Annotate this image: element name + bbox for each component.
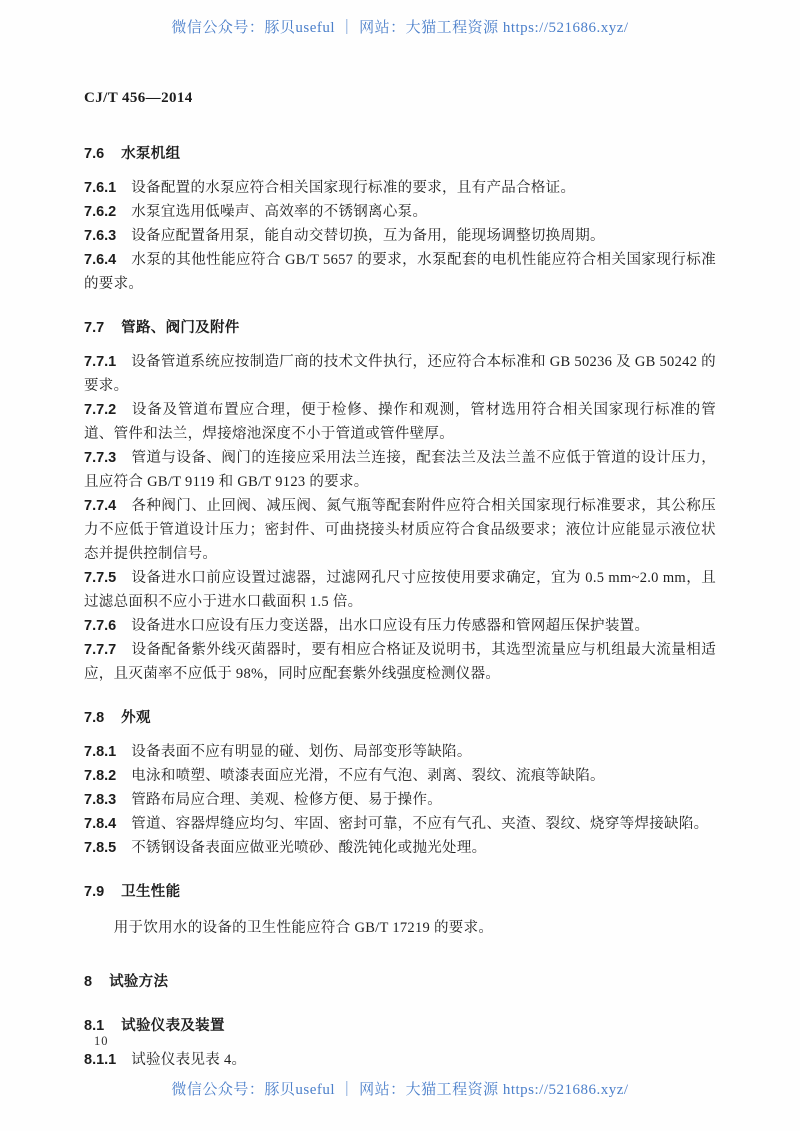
clause-number: 7.8.2 [84, 768, 117, 784]
clause-text: 卫生性能 [121, 884, 181, 900]
watermark-bottom: 微信公众号：豚贝useful ｜ 网站：大猫工程资源 https://521686.xyz/ [171, 1082, 629, 1098]
clause-7.8.2 [84, 764, 716, 788]
paragraph [84, 916, 716, 940]
clause-7.7.5 [84, 566, 716, 614]
clause-7.8.4 [84, 812, 716, 836]
clause-number: 7.7.5 [84, 570, 117, 586]
clause-7.6.2 [84, 200, 716, 224]
clause-number: 7.7.6 [84, 618, 117, 634]
watermark-top: 微信公众号：豚贝useful ｜ 网站：大猫工程资源 https://521686.xyz/ [171, 20, 629, 36]
clause-text: 外观 [121, 710, 151, 726]
clause-number: 7.6 [84, 146, 105, 162]
clause-7.6.4 [84, 248, 716, 296]
clause-number: 7.7.4 [84, 498, 117, 514]
clause-text: 不锈钢设备表面应做亚光喷砂、酸洗钝化或抛光处理。 [131, 840, 487, 856]
section-heading-7.8 [84, 706, 716, 730]
clause-7.8.3 [84, 788, 716, 812]
clause-text: 水泵的其他性能应符合 GB/T 5657 的要求，水泵配套的电机性能应符合相关国家现行标准的要求。 [84, 252, 716, 292]
clause-text: 电泳和喷塑、喷漆表面应光滑，不应有气泡、剥离、裂纹、流痕等缺陷。 [131, 768, 605, 784]
clause-8.1.1 [84, 1048, 716, 1072]
clause-number: 8 [84, 974, 93, 990]
clause-number: 7.7.7 [84, 642, 117, 658]
clause-text: 设备进水口前应设置过滤器，过滤网孔尺寸应按使用要求确定，宜为 0.5 mm~2.0 mm，且过滤总面积不应小于进水口截面积 1.5 倍。 [84, 570, 716, 610]
clause-number: 7.8.3 [84, 792, 117, 808]
clause-text: 设备管道系统应按制造厂商的技术文件执行，还应符合本标准和 GB 50236 及 GB 50242 的要求。 [84, 354, 716, 394]
standard-number-header: CJ/T 456—2014 [84, 90, 193, 106]
clause-7.8.1 [84, 740, 716, 764]
document-body [84, 142, 716, 1072]
clause-text: 水泵宜选用低噪声、高效率的不锈钢离心泵。 [131, 204, 428, 220]
clause-7.7.1 [84, 350, 716, 398]
clause-text: 管路、阀门及附件 [121, 320, 240, 336]
clause-text: 管道、容器焊缝应均匀、牢固、密封可靠，不应有气孔、夹渣、裂纹、烧穿等焊接缺陷。 [131, 816, 709, 832]
clause-number: 7.7 [84, 320, 105, 336]
page-content [84, 88, 716, 1072]
section-heading-7.6 [84, 142, 716, 166]
clause-text: 试验仪表见表 4。 [131, 1052, 247, 1068]
clause-number: 8.1.1 [84, 1052, 117, 1068]
clause-number: 7.8.1 [84, 744, 117, 760]
clause-text: 设备及管道布置应合理，便于检修、操作和观测，管材选用符合相关国家现行标准的管道、管件和法兰，焊接熔池深度不小于管道或管件壁厚。 [84, 402, 716, 442]
clause-7.7.7 [84, 638, 716, 686]
clause-text: 设备配置的水泵应符合相关国家现行标准的要求，且有产品合格证。 [131, 180, 576, 196]
clause-number: 7.6.4 [84, 252, 117, 268]
clause-7.7.4 [84, 494, 716, 566]
clause-text: 管路布局应合理、美观、检修方便、易于操作。 [131, 792, 443, 808]
clause-text: 管道与设备、阀门的连接应采用法兰连接，配套法兰及法兰盖不应低于管道的设计压力，且应符合 GB/T 9119 和 GB/T 9123 的要求。 [84, 450, 716, 490]
clause-text: 设备配备紫外线灭菌器时，要有相应合格证及说明书，其选型流量应与机组最大流量相适应，且灭菌率不应低于 98%，同时应配套紫外线强度检测仪器。 [84, 642, 716, 682]
clause-number: 7.7.3 [84, 450, 117, 466]
clause-7.8.5 [84, 836, 716, 860]
clause-7.6.1 [84, 176, 716, 200]
clause-number: 8.1 [84, 1018, 105, 1034]
clause-7.7.2 [84, 398, 716, 446]
clause-7.7.6 [84, 614, 716, 638]
clause-7.6.3 [84, 224, 716, 248]
clause-number: 7.6.1 [84, 180, 117, 196]
clause-number: 7.7.2 [84, 402, 117, 418]
clause-number: 7.6.3 [84, 228, 117, 244]
clause-text: 用于饮用水的设备的卫生性能应符合 GB/T 17219 的要求。 [113, 920, 494, 936]
page-number: 10 [94, 1034, 109, 1048]
clause-text: 设备进水口应设有压力变送器，出水口应设有压力传感器和管网超压保护装置。 [131, 618, 650, 634]
clause-number: 7.8.5 [84, 840, 117, 856]
section-heading-7.9 [84, 880, 716, 904]
section-heading-8 [84, 970, 716, 994]
clause-text: 试验方法 [109, 974, 169, 990]
clause-text: 各种阀门、止回阀、减压阀、氮气瓶等配套附件应符合相关国家现行标准要求，其公称压力不应低于管道设计压力；密封件、可曲挠接头材质应符合食品级要求；液位计应能显示液位状态并提供控制信号。 [84, 498, 716, 562]
clause-text: 设备表面不应有明显的碰、划伤、局部变形等缺陷。 [131, 744, 472, 760]
clause-number: 7.8.4 [84, 816, 117, 832]
clause-text: 试验仪表及装置 [121, 1018, 225, 1034]
clause-number: 7.9 [84, 884, 105, 900]
clause-7.7.3 [84, 446, 716, 494]
clause-number: 7.8 [84, 710, 105, 726]
clause-number: 7.6.2 [84, 204, 117, 220]
clause-number: 7.7.1 [84, 354, 117, 370]
section-heading-7.7 [84, 316, 716, 340]
clause-text: 设备应配置备用泵，能自动交替切换，互为备用，能现场调整切换周期。 [131, 228, 605, 244]
clause-text: 水泵机组 [121, 146, 181, 162]
section-heading-8.1 [84, 1014, 716, 1038]
